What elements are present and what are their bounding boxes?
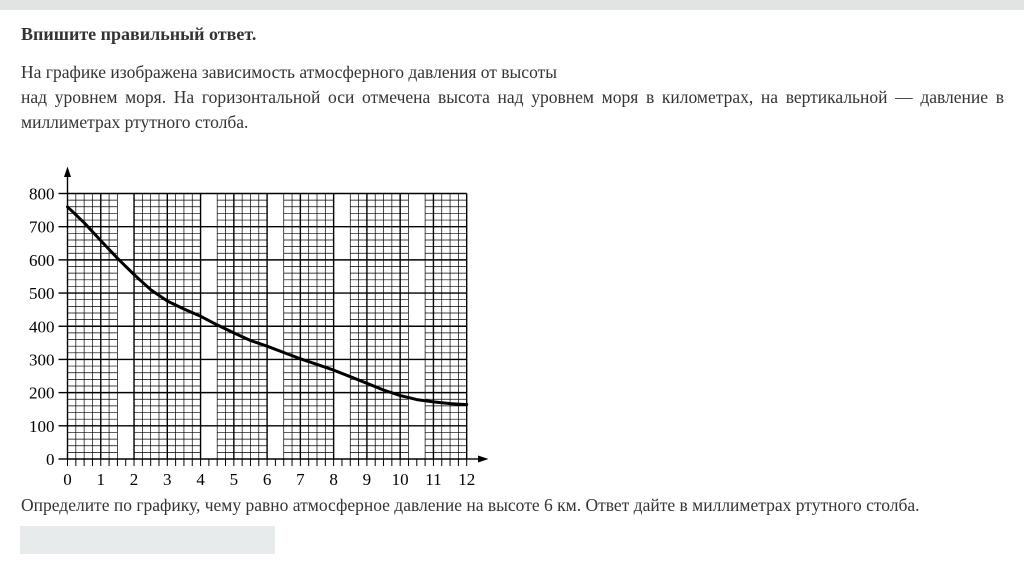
x-axis-label: 11 <box>425 470 442 489</box>
x-axis-arrow-icon <box>478 456 489 463</box>
x-axis-label: 10 <box>391 470 409 489</box>
description-line-3: миллиметрах ртутного столба. <box>21 112 249 132</box>
y-axis-label: 700 <box>29 217 55 237</box>
x-axis-label: 6 <box>262 470 272 489</box>
y-axis-label: 0 <box>46 450 55 469</box>
chart-canvas <box>20 163 495 493</box>
x-axis-label: 4 <box>196 470 205 489</box>
y-axis-label: 200 <box>29 383 55 403</box>
y-axis-label: 100 <box>29 416 55 436</box>
y-axis-label: 800 <box>29 184 55 204</box>
y-axis-label: 300 <box>29 350 55 370</box>
x-axis-label: 1 <box>96 470 106 489</box>
x-axis-label: 2 <box>129 470 139 489</box>
description-line-2: над уровнем моря. На горизонтальной оси отмечена высота над уровнем моря в километрах, на вертикальной — давление в <box>21 87 1004 107</box>
pressure-altitude-chart <box>20 163 495 493</box>
x-axis-label: 7 <box>296 470 305 489</box>
y-axis-arrow-icon <box>64 167 71 178</box>
question-text: Определите по графику, чему равно атмосферное давление на высоте 6 км. Ответ дайте в миллиметрах ртутного столба. <box>21 495 920 515</box>
y-axis-label: 600 <box>29 250 55 270</box>
description-line-1: На графике изображена зависимость атмосферного давления от высоты <box>21 62 557 82</box>
y-axis-label: 500 <box>29 284 55 304</box>
page-title: Впишите правильный ответ. <box>21 24 257 44</box>
x-axis-label: 3 <box>163 470 172 489</box>
top-bar <box>0 0 1024 10</box>
x-axis-label: 0 <box>63 470 72 489</box>
answer-input[interactable] <box>20 526 275 554</box>
task-description <box>21 60 1004 135</box>
x-axis-label: 12 <box>458 470 476 489</box>
y-axis-label: 400 <box>29 317 55 337</box>
x-axis-label: 9 <box>362 470 372 489</box>
x-axis-label: 8 <box>329 470 338 489</box>
x-axis-label: 5 <box>229 470 239 489</box>
